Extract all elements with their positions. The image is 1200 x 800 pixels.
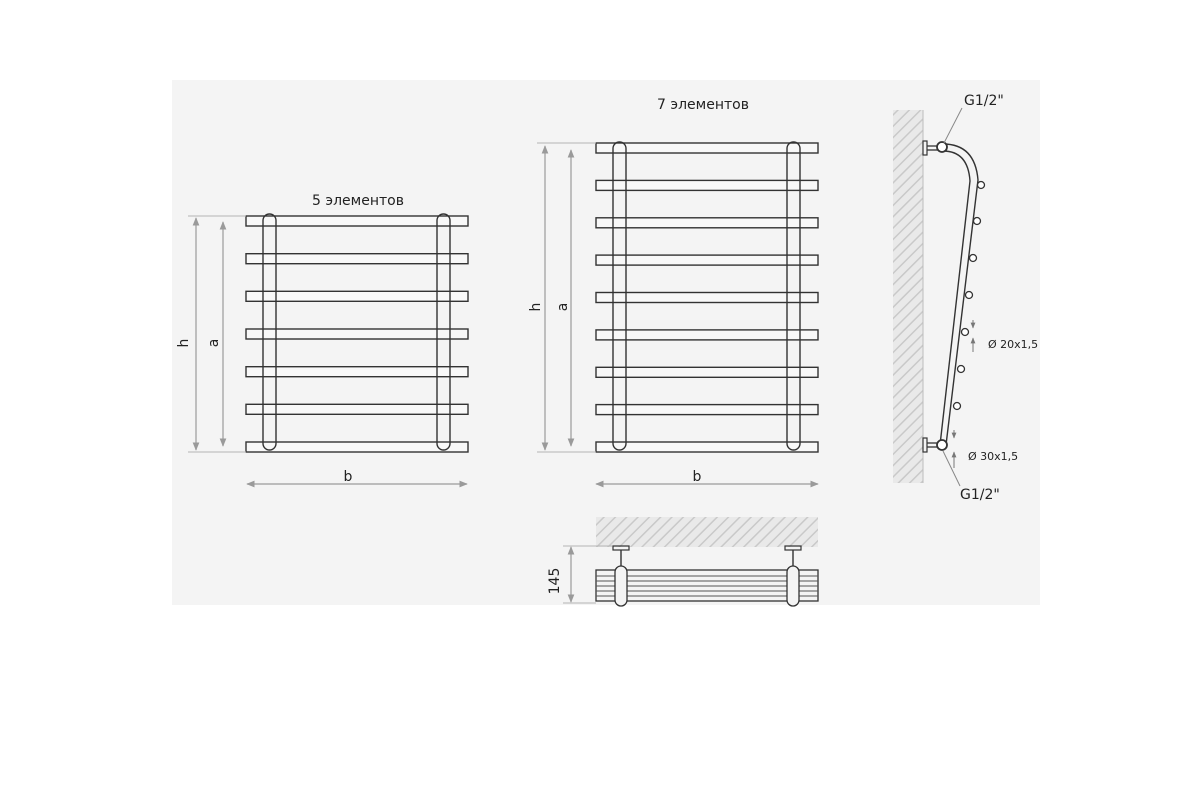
rail-5-dim-b-label: b <box>343 469 353 485</box>
rail-7-bar <box>596 405 818 415</box>
rail-7-bar <box>596 442 818 452</box>
rail-7-bars <box>596 143 818 452</box>
rail-5-bar <box>246 254 468 264</box>
rail-5-bar <box>246 367 468 377</box>
top-view-wall <box>596 517 818 547</box>
side-view-leader-top <box>944 108 962 143</box>
top-view <box>547 517 818 606</box>
side-view-bottom-thread-label: G1/2" <box>960 487 1000 503</box>
rail-7-caption: 7 элементов <box>657 97 749 113</box>
top-view-bar-stack <box>596 566 818 606</box>
rail-5-dim-a-label: a <box>206 338 222 348</box>
side-view-wall <box>893 110 923 483</box>
side-view-riser-pipe-label: Ø 30x1,5 <box>968 450 1019 463</box>
side-view <box>893 93 1038 503</box>
rail-7-bar <box>596 143 818 153</box>
rail-7-bar <box>596 180 818 190</box>
side-view-leader-bottom <box>943 451 960 486</box>
rail-5-bars <box>246 216 468 452</box>
side-view-inlet-top <box>937 142 947 152</box>
rail-7-bar <box>596 367 818 377</box>
rail-5-bar <box>246 216 468 226</box>
top-view-bracket-right <box>785 546 801 550</box>
side-view-connector-bottom <box>923 438 938 452</box>
rail-7-bar <box>596 255 818 265</box>
side-view-connector-top <box>923 141 938 155</box>
rail-7-bar <box>596 218 818 228</box>
rail-5-bar <box>246 329 468 339</box>
rail-7-dim-b-label: b <box>692 469 702 485</box>
side-view-top-thread-label: G1/2" <box>964 93 1004 109</box>
rail-5-front-view <box>176 193 468 485</box>
rail-7-bar <box>596 330 818 340</box>
side-view-inlet-bottom <box>937 440 947 450</box>
top-view-depth-label: 145 <box>547 567 563 595</box>
top-view-bracket-left <box>613 546 629 550</box>
rail-5-caption: 5 элементов <box>312 193 404 209</box>
rail-5-dim-h-label: h <box>176 338 192 348</box>
side-view-bar-pipe-label: Ø 20x1,5 <box>988 338 1039 351</box>
rail-5-bar <box>246 404 468 414</box>
rail-5-bar <box>246 442 468 452</box>
side-view-bar-sections <box>954 182 985 410</box>
rail-7-front-view <box>528 97 818 485</box>
rail-7-dim-h-label: h <box>528 302 544 312</box>
rail-7-bar <box>596 293 818 303</box>
rail-5-bar <box>246 291 468 301</box>
top-view-brackets <box>613 546 801 570</box>
rail-7-dim-a-label: a <box>555 302 571 312</box>
